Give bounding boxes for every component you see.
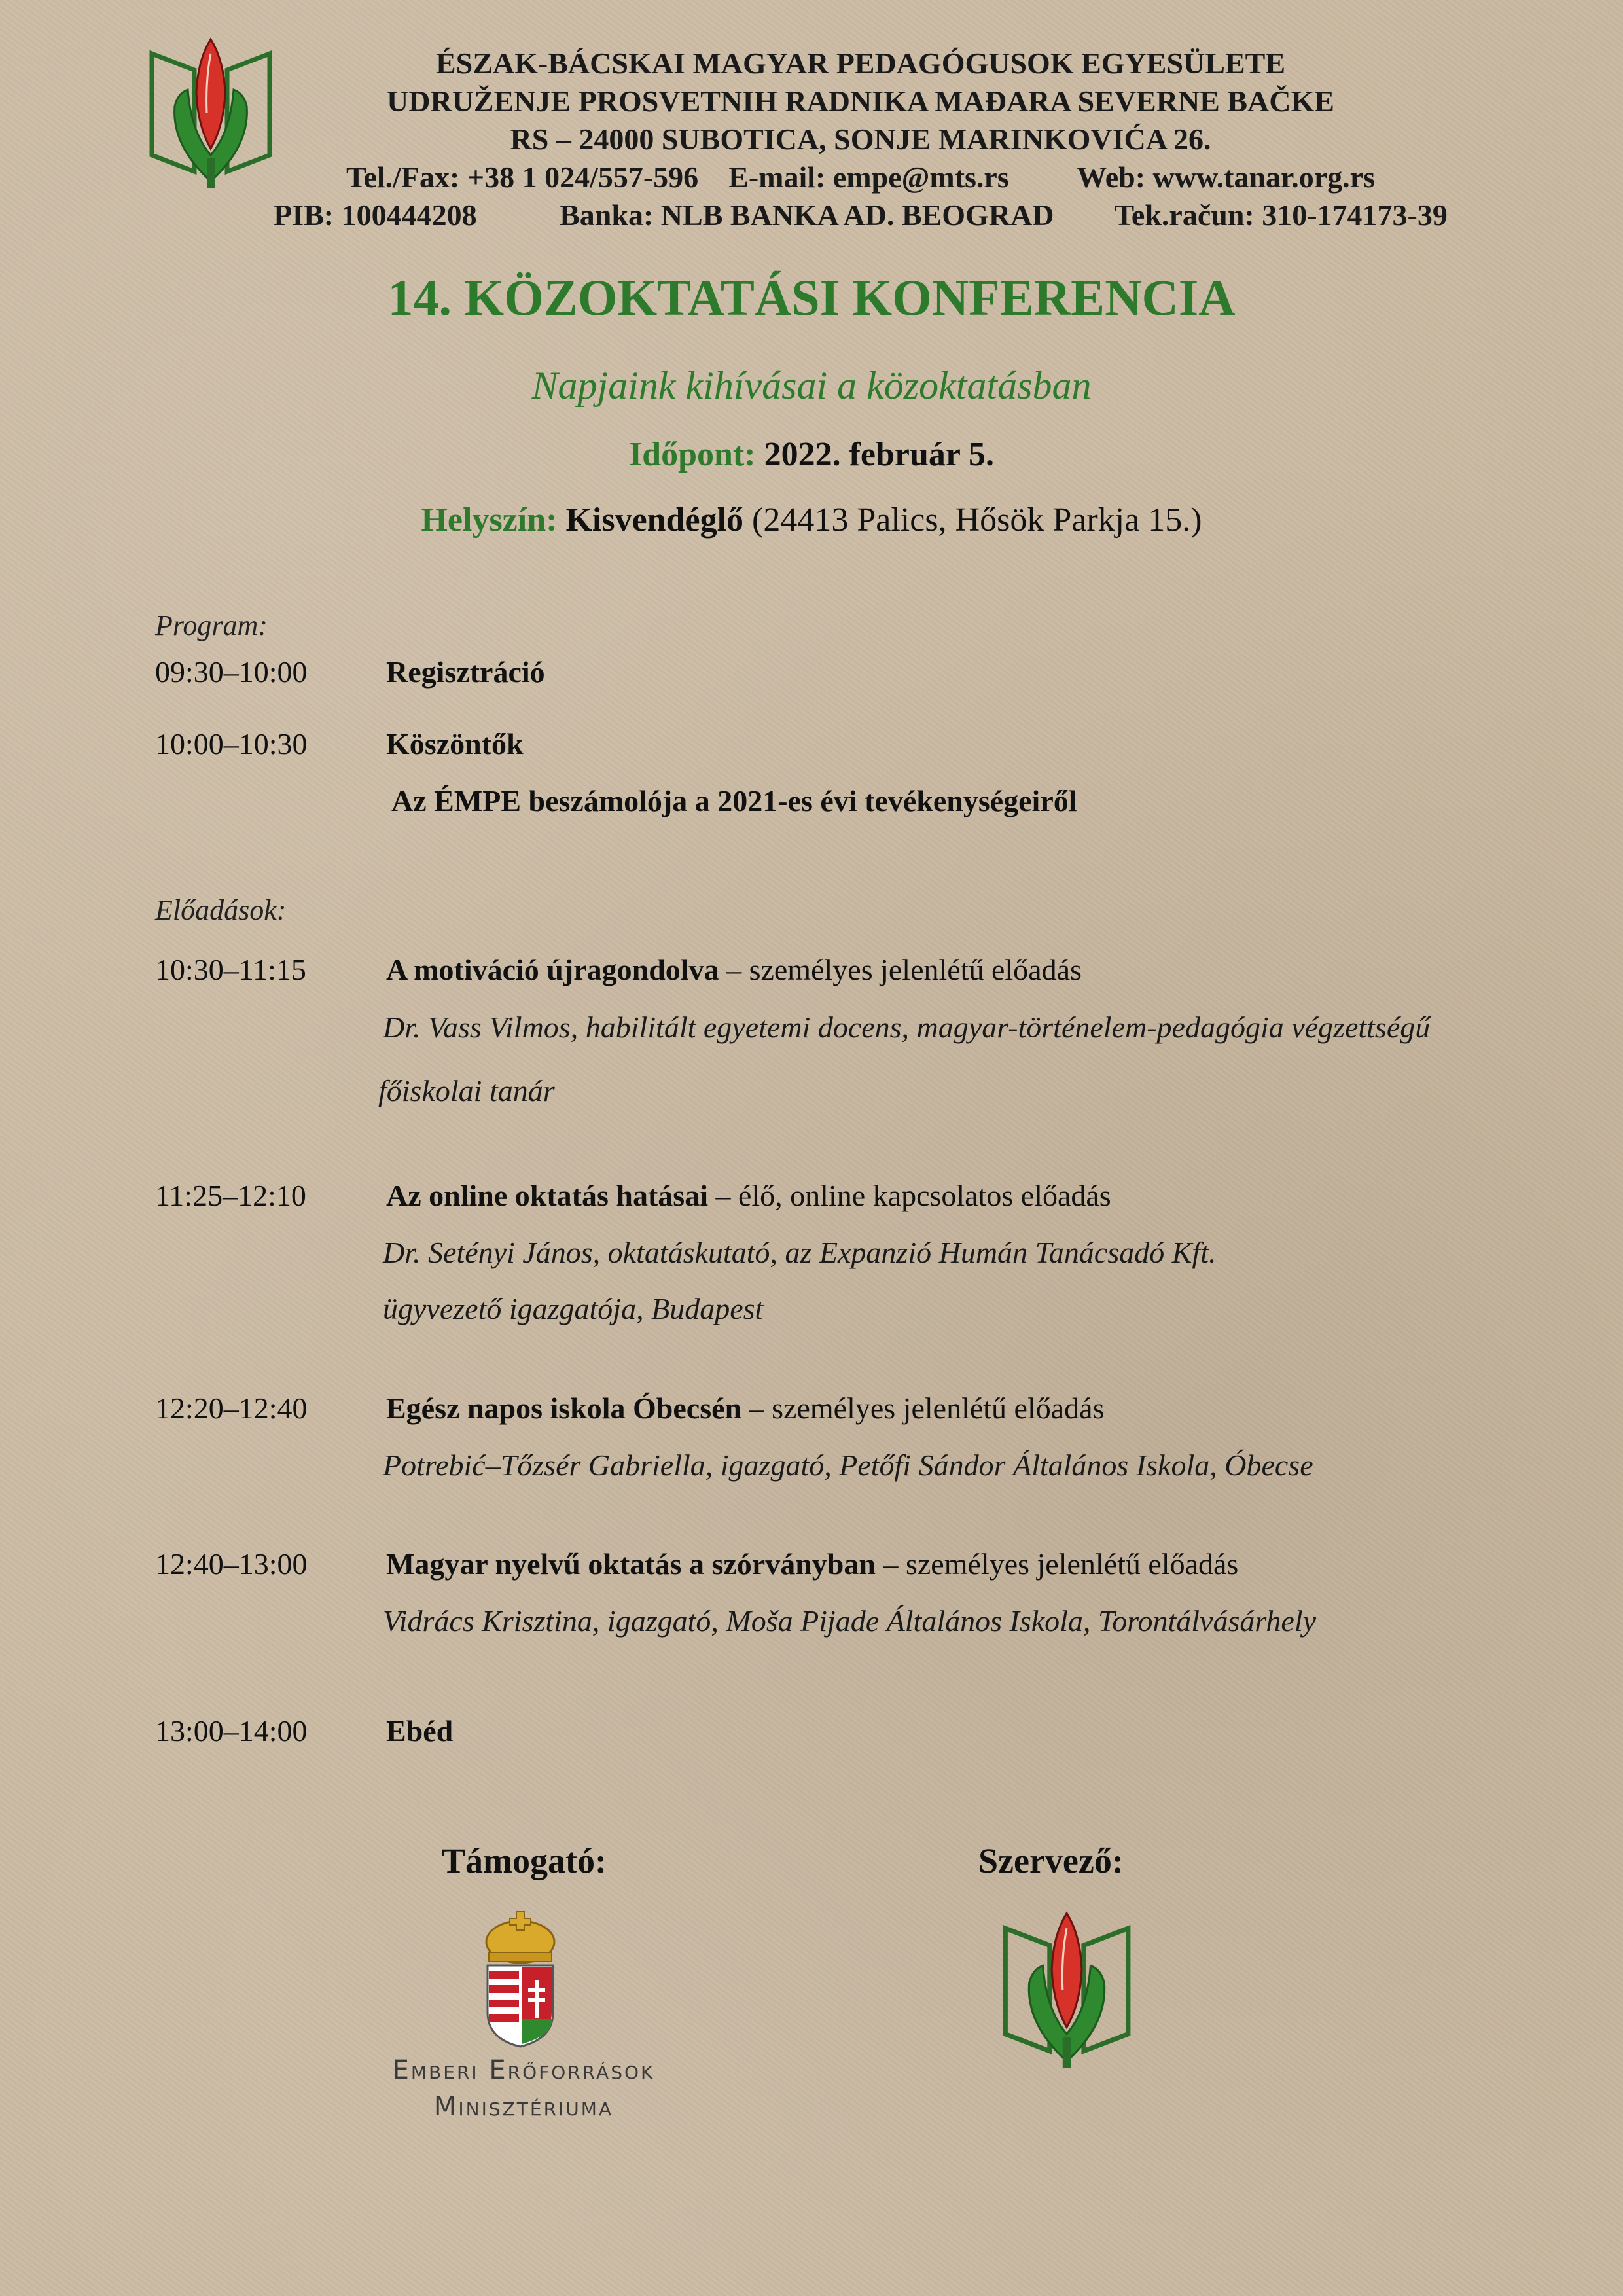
lecture-speaker: Potrebić–Tőzsér Gabriella, igazgató, Petőfi Sándor Általános Iskola, Óbecse xyxy=(383,1448,1313,1482)
empe-organizer-logo-icon xyxy=(998,1908,1135,2072)
hungarian-coat-of-arms-icon xyxy=(481,1908,560,2049)
conference-subtitle: Napjaink kihívásai a közoktatásban xyxy=(531,364,1092,407)
lecture-line xyxy=(386,1547,1238,1581)
program-extra: Az ÉMPE beszámolója a 2021-es évi tevékenységeiről xyxy=(391,784,1077,817)
program-time: 10:00–10:30 xyxy=(155,727,308,761)
lecture-mode: – élő, online kapcsolatos előadás xyxy=(707,1179,1111,1212)
lecture-title: Egész napos iskola Óbecsén xyxy=(386,1391,742,1425)
lecture-speaker: ügyvezető igazgatója, Budapest xyxy=(383,1292,764,1325)
lecture-mode: – személyes jelenlétű előadás xyxy=(719,953,1082,986)
lecture-title: Magyar nyelvű oktatás a szórványban xyxy=(386,1547,876,1581)
place-name: Kisvendéglő xyxy=(565,501,744,539)
sponsor-label: Támogató: xyxy=(442,1841,607,1880)
lecture-speaker: Dr. Vass Vilmos, habilitált egyetemi docens, magyar-történelem-pedagógia végzettségű xyxy=(383,1011,1431,1044)
date-value: 2022. február 5. xyxy=(764,436,995,473)
lecture-speaker: Vidrács Krisztina, igazgató, Moša Pijade Általános Iskola, Torontálvásárhely xyxy=(383,1604,1317,1638)
lecture-speaker: főiskolai tanár xyxy=(378,1074,555,1107)
org-name-sr: UDRUŽENJE PROSVETNIH RADNIKA MAĐARA SEVERNE BAČKE xyxy=(387,84,1334,118)
org-address: RS – 24000 SUBOTICA, SONJE MARINKOVIĆA 26. xyxy=(510,122,1211,156)
org-name-hu: ÉSZAK-BÁCSKAI MAGYAR PEDAGÓGUSOK EGYESÜLETE xyxy=(435,46,1286,80)
letterhead xyxy=(196,45,1525,234)
lecture-time: 12:20–12:40 xyxy=(155,1391,308,1425)
ministry-line-2: Minisztériuma xyxy=(433,2092,614,2122)
pib: PIB: 100444208 xyxy=(274,198,477,232)
lecture-speaker: Dr. Setényi János, oktatáskutató, az Expanzió Humán Tanácsadó Kft. xyxy=(383,1236,1217,1269)
bank-account: Tek.račun: 310-174173-39 xyxy=(1114,198,1448,232)
program-time: 09:30–10:00 xyxy=(155,655,308,689)
date-line xyxy=(0,435,1623,474)
lecture-line xyxy=(386,952,1082,987)
lecture-line xyxy=(386,1178,1111,1213)
phone: Tel./Fax: +38 1 024/557-596 xyxy=(346,160,699,194)
place-line xyxy=(0,501,1623,539)
lectures-label: Előadások: xyxy=(155,894,287,926)
bank-name: Banka: NLB BANKA AD. BEOGRAD xyxy=(560,198,1054,232)
program-label: Program: xyxy=(155,609,268,641)
organizer-label: Szervező: xyxy=(978,1841,1124,1880)
lecture-title: Az online oktatás hatásai xyxy=(386,1179,708,1212)
lecture-time: 11:25–12:10 xyxy=(155,1179,306,1212)
website: Web: www.tanar.org.rs xyxy=(1077,160,1375,194)
date-label: Időpont: xyxy=(628,436,756,473)
contact-line xyxy=(196,158,1525,196)
bank-line xyxy=(196,196,1525,234)
program-title: Köszöntők xyxy=(386,727,524,761)
lecture-title: A motiváció újragondolva xyxy=(386,953,719,986)
email: E-mail: empe@mts.rs xyxy=(728,160,1009,194)
ministry-name xyxy=(353,2052,694,2125)
place-address: (24413 Palics, Hősök Parkja 15.) xyxy=(752,501,1202,539)
lecture-mode: – személyes jelenlétű előadás xyxy=(875,1547,1239,1581)
lunch-time: 13:00–14:00 xyxy=(155,1714,308,1748)
lunch-title: Ebéd xyxy=(386,1714,454,1748)
place-label: Helyszín: xyxy=(421,501,558,539)
lecture-mode: – személyes jelenlétű előadás xyxy=(741,1391,1105,1425)
lecture-time: 12:40–13:00 xyxy=(155,1547,308,1581)
lecture-time: 10:30–11:15 xyxy=(155,953,306,986)
ministry-line-1: Emberi Erőforrások xyxy=(392,2055,655,2085)
conference-title: 14. KÖZOKTATÁSI KONFERENCIA xyxy=(387,269,1236,326)
lecture-line xyxy=(386,1391,1104,1426)
program-title: Regisztráció xyxy=(386,655,545,689)
